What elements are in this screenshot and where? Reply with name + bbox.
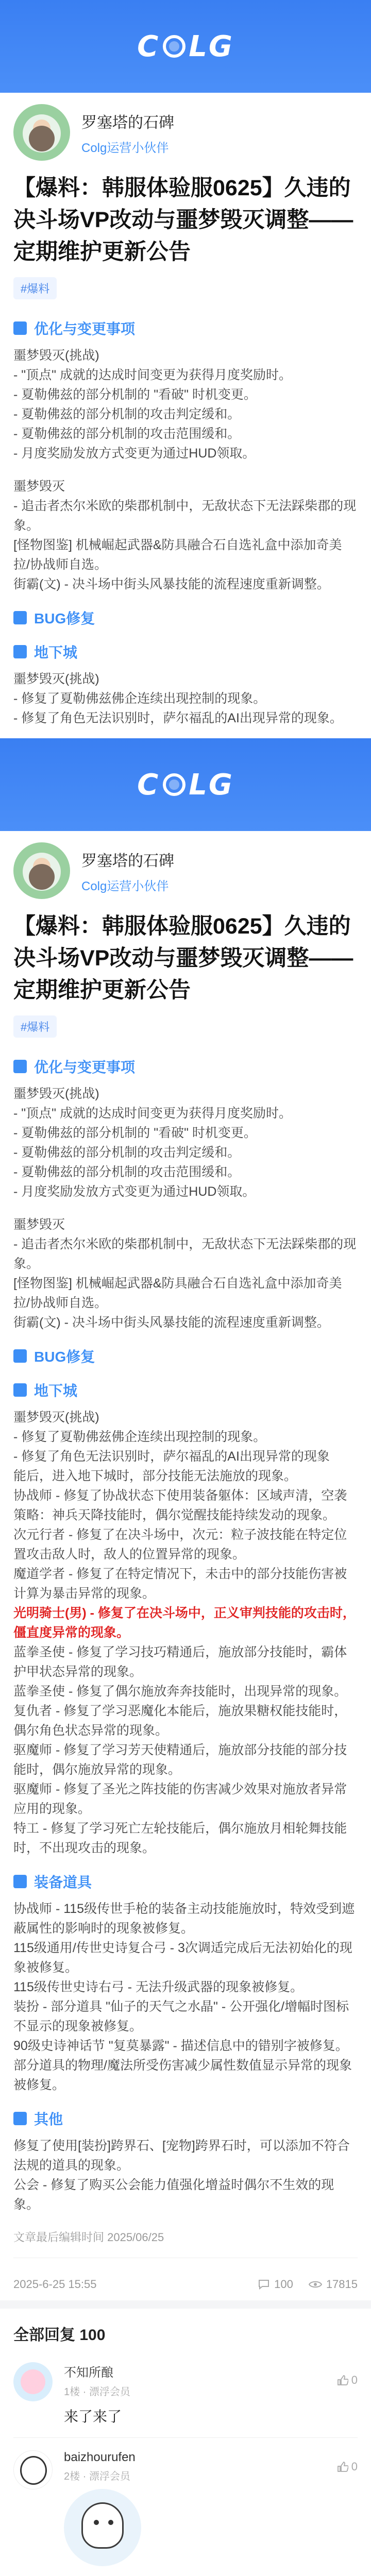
- colg-logo: C LG: [137, 768, 234, 802]
- list-line: [怪物图鉴] 机械崛起武器&防具融合石自选礼盒中添加奇美拉/协战师自选。: [13, 1276, 342, 1310]
- commenter-avatar[interactable]: [13, 2450, 53, 2489]
- section-heading-optimize: 优化与变更事项: [0, 1056, 371, 1077]
- optimize-list-a: [0, 346, 371, 463]
- author-name[interactable]: 罗塞塔的石碑: [81, 114, 174, 131]
- thumb-up-icon: [337, 2461, 348, 2472]
- list-line: 驱魔师 - 修复了圣光之阵技能的伤害减少效果对施放者异常应用的现象。: [13, 1782, 347, 1816]
- bug-highlight-red: 光明骑士(男) - 修复了在决斗场中，正义审判技能的攻击时，僵直度异常的现象。: [13, 1606, 356, 1640]
- list-line: 115级传世史诗右弓 - 无法升级武器的现象被修复。: [13, 1980, 303, 1994]
- section-square-icon: [13, 1060, 27, 1073]
- list-line: 噩梦毁灭(挑战): [13, 1087, 99, 1101]
- section-square-icon: [13, 1875, 27, 1888]
- list-line: 噩梦毁灭(挑战): [13, 672, 99, 686]
- list-line: - 追击者杰尔米欧的柴郡机制中，无敌状态下无法踩柴郡的现象。: [13, 499, 357, 533]
- section-square-icon: [13, 321, 27, 335]
- list-line: 街霸(文) - 决斗场中街头风暴技能的流程速度重新调整。: [13, 577, 330, 591]
- post-stats-bar: [0, 2268, 371, 2300]
- list-line: - 修复了夏勒佛兹佛企连续出现控制的现象。: [13, 1430, 266, 1444]
- comment-meta: 1楼 · 漂浮会员: [64, 2386, 130, 2398]
- list-line: 噩梦毁灭: [13, 1217, 65, 1232]
- post-tag[interactable]: #爆料: [13, 277, 57, 299]
- list-line: 公会 - 修复了购买公会能力值强化增益时偶尔不生效的现象。: [13, 2178, 334, 2212]
- logo-text-lg: LG: [189, 29, 234, 63]
- list-line: 驱魔师 - 修复了学习芳天使精通后，施放部分技能的部分技能时，偶尔施放异常的现象。: [13, 1743, 347, 1777]
- commenter-name[interactable]: baizhourufen: [64, 2450, 136, 2464]
- author-role: Colg运营小伙伴: [81, 141, 169, 155]
- thumb-up-icon: [337, 2375, 348, 2386]
- other-list: [0, 2136, 371, 2214]
- section-heading-optimize: 优化与变更事项: [0, 318, 371, 338]
- list-line: 能后，进入地下城时，部分技能无法施放的现象。: [13, 1469, 297, 1483]
- sticker-image: [64, 2489, 141, 2566]
- list-line: 特工 - 修复了学习死亡左轮技能后，偶尔施放月相轮舞技能时，不出现攻击的现象。: [13, 1821, 347, 1855]
- list-line: - 夏勒佛兹的部分机制的攻击范围缓和。: [13, 427, 241, 441]
- list-line: - 追击者杰尔米欧的柴郡机制中，无敌状态下无法踩柴郡的现象。: [13, 1237, 357, 1271]
- section-heading-bug: BUG修复: [0, 1346, 371, 1366]
- list-line: 复仇者 - 修复了学习恶魔化本能后，施放果糖权能技能时，偶尔角色状态异常的现象。: [13, 1704, 347, 1738]
- post-title: 【爆料：韩服体验服0625】久违的决斗场VP改动与噩梦毁灭调整——定期维护更新公告: [13, 176, 353, 264]
- section-heading-other: 其他: [0, 2108, 371, 2129]
- list-line: 协战师 - 115级传世手枪的装备主动技能施放时，特效受到遮蔽属性的影响时的现象被修复。: [13, 1902, 355, 1936]
- optimize-list-a: [0, 1084, 371, 1201]
- author-name[interactable]: 罗塞塔的石碑: [81, 852, 174, 870]
- last-edit-note: 文章最后编辑时间 2025/06/25: [13, 2231, 164, 2244]
- post-time: 2025-6-25 15:55: [13, 2278, 97, 2291]
- list-line: - 夏勒佛兹的部分机制的攻击判定缓和。: [13, 1145, 241, 1160]
- list-line: - 夏勒佛兹的部分机制的攻击判定缓和。: [13, 407, 241, 421]
- post-tag[interactable]: #爆料: [13, 1015, 57, 1038]
- comment-item: [0, 2350, 371, 2437]
- commenter-avatar[interactable]: [13, 2362, 53, 2401]
- list-line: 装扮 - 部分道具 "仙子的天气之水晶" - 公开强化/增幅时图标不显示的现象被修复。: [13, 1999, 349, 2033]
- logo-o-ring: [163, 773, 185, 796]
- list-line: 蓝拳圣使 - 修复了偶尔施放奔奔技能时，出现异常的现象。: [13, 1684, 347, 1699]
- equip-list: [0, 1899, 371, 2095]
- view-count: 17815: [309, 2278, 358, 2291]
- section-heading-dungeon: 地下城: [0, 1380, 371, 1400]
- section-heading-bug: BUG修复: [0, 607, 371, 628]
- colg-logo: [137, 30, 234, 63]
- section-heading-equip: 装备道具: [0, 1871, 371, 1892]
- list-line: 修复了使用[装扮]跨界石、[宠物]跨界石时，可以添加不符合法规的道具的现象。: [13, 2139, 350, 2173]
- optimize-list-b: [0, 1215, 371, 1332]
- list-line: - "顶点" 成就的达成时间变更为获得月度奖励时。: [13, 368, 292, 382]
- section-heading-dungeon: 地下城: [0, 641, 371, 662]
- list-line: - 修复了夏勒佛兹佛企连续出现控制的现象。: [13, 691, 266, 706]
- like-button[interactable]: 0: [337, 2450, 358, 2483]
- list-line: - 月度奖励发放方式变更为通过HUD领取。: [13, 446, 256, 461]
- author-role: Colg运营小伙伴: [81, 879, 169, 893]
- like-button[interactable]: 0: [337, 2362, 358, 2398]
- section-square-icon: [13, 645, 27, 658]
- author-row-repeat[interactable]: [0, 831, 371, 910]
- list-line: - 修复了角色无法识别时，萨尔福乱的AI出现异常的现象。: [13, 711, 343, 725]
- brand-header: [0, 0, 371, 93]
- section-square-icon: [13, 611, 27, 624]
- comment-meta: 2楼 · 漂浮会员: [64, 2471, 130, 2482]
- section-square-icon: [13, 1349, 27, 1363]
- list-line: - 夏勒佛兹的部分机制的 "看破" 时机变更。: [13, 1126, 257, 1140]
- brand-header-repeat: [0, 738, 371, 831]
- list-line: - 夏勒佛兹的部分机制的攻击范围缓和。: [13, 1165, 241, 1179]
- commenter-name[interactable]: 不知所酿: [64, 2366, 113, 2380]
- comments-header: 全部回复 100: [13, 2327, 106, 2344]
- author-avatar[interactable]: [13, 104, 70, 161]
- list-line: - 月度奖励发放方式变更为通过HUD领取。: [13, 1184, 256, 1199]
- list-line: [怪物图鉴] 机械崛起武器&防具融合石自选礼盒中添加奇美拉/协战师自选。: [13, 538, 342, 572]
- section-square-icon: [13, 1383, 27, 1397]
- list-line: 魔道学者 - 修复了在特定情况下，未击中的部分技能伤害被计算为暴击异常的现象。: [13, 1567, 347, 1601]
- reply-count[interactable]: 100: [258, 2278, 293, 2291]
- comment-text: 来了来了: [64, 2409, 122, 2425]
- logo-o-ring: [163, 35, 185, 58]
- eye-icon: [309, 2280, 322, 2289]
- list-line: 噩梦毁灭(挑战): [13, 1410, 99, 1425]
- list-line: - "顶点" 成就的达成时间变更为获得月度奖励时。: [13, 1106, 292, 1121]
- list-line: 90级史诗神话节 "复莫暴露" - 描述信息中的错别字被修复。: [13, 2039, 348, 2053]
- comment-icon: [258, 2279, 270, 2290]
- logo-text-c: C: [137, 29, 160, 63]
- list-line: 部分道具的物理/魔法所受伤害减少属性数值显示异常的现象被修复。: [13, 2058, 352, 2092]
- post-title-repeat: 【爆料：韩服体验服0625】久违的决斗场VP改动与噩梦毁灭调整——定期维护更新公告: [13, 914, 353, 1003]
- comment-item: [0, 2438, 371, 2576]
- list-line: 协战师 - 修复了协战状态下使用装备躯体：区域声清，空袭策略：神兵天降技能时，偶尔觉醒技能持续发动的现象。: [13, 1488, 347, 1522]
- optimize-list-b: [0, 477, 371, 594]
- list-line: - 夏勒佛兹的部分机制的 "看破" 时机变更。: [13, 387, 257, 402]
- list-line: - 修复了角色无法识别时，萨尔福乱的AI出现异常的现象: [13, 1449, 330, 1464]
- section-square-icon: [13, 2112, 27, 2125]
- author-avatar[interactable]: [13, 842, 70, 899]
- list-line: 噩梦毁灭(挑战): [13, 348, 99, 363]
- list-line: 街霸(文) - 决斗场中街头风暴技能的流程速度重新调整。: [13, 1315, 330, 1330]
- bug-list-more: [0, 1642, 371, 1858]
- list-line: 蓝拳圣使 - 修复了学习技巧精通后，施放部分技能时，霸体护甲状态异常的现象。: [13, 1645, 347, 1679]
- author-row[interactable]: [0, 93, 371, 172]
- list-line: 噩梦毁灭: [13, 479, 65, 494]
- bug-list-short: [0, 669, 371, 728]
- list-line: 次元行者 - 修复了在决斗场中，次元：粒子波技能在特定位置攻击敌人时，敌人的位置异常的现象。: [13, 1528, 347, 1562]
- bug-list-long: [0, 1408, 371, 1603]
- list-line: 115级通用/传世史诗复合弓 - 3次调适完成后无法初始化的现象被修复。: [13, 1941, 352, 1975]
